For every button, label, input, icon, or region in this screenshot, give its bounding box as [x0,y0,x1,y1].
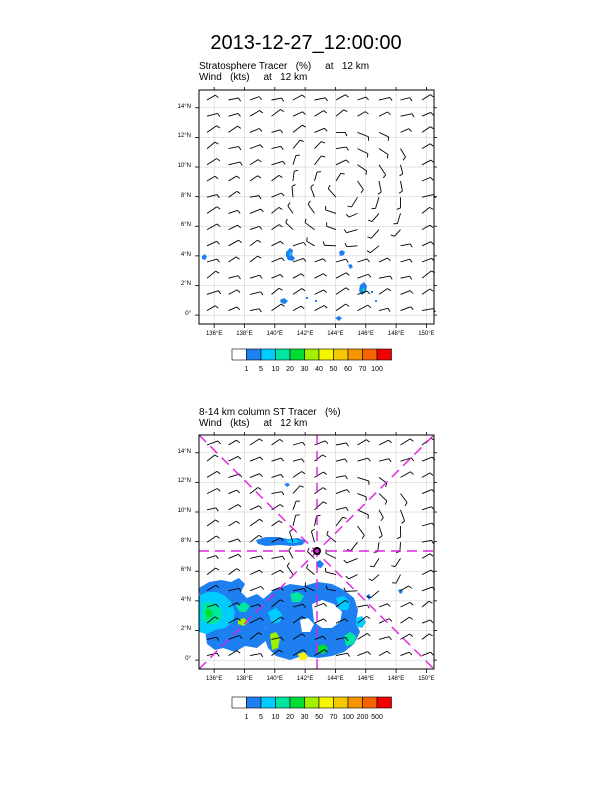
x-tick-label: 144°E [327,331,344,337]
y-tick-label: 14°N [177,103,191,110]
x-tick-label: 140°E [266,676,283,682]
colorbar-swatch [261,349,276,360]
y-tick-label: 0° [185,311,191,318]
y-tick-label: 8°N [180,537,191,544]
colorbar-swatch [319,349,334,360]
y-tick-label: 4°N [180,596,191,603]
colorbar-swatch [232,349,247,360]
y-tick-label: 12°N [177,133,191,140]
x-tick-label: 148°E [387,331,405,337]
colorbar-label: 1 [244,714,249,721]
colorbar-label: 20 [286,714,294,721]
colorbar-label: 100 [371,366,383,373]
colorbar-label: 100 [342,714,354,721]
colorbar-label: 40 [315,366,323,373]
colorbar-label: 30 [300,366,309,373]
x-tick-label: 140°E [266,331,283,337]
colorbar-swatch [261,697,276,708]
colorbar-swatch [290,697,305,708]
y-tick-label: 10°N [177,163,191,169]
colorbar-swatch [305,349,320,360]
x-tick-label: 136°E [205,676,223,682]
panel2-map [195,432,437,673]
page-title: 2013-12-27_12:00:00 [210,32,402,54]
colorbar-label: 20 [286,366,294,373]
colorbar-label: 10 [271,714,280,721]
y-tick-label: 10°N [177,508,191,514]
colorbar-label: 1 [244,366,249,373]
colorbar-label: 70 [329,714,338,721]
colorbar-swatch [247,697,262,708]
colorbar-swatch [232,697,247,708]
x-tick-label: 148°E [387,676,405,682]
colorbar-swatch [334,697,349,708]
colorbar-swatch [334,349,349,360]
colorbar-swatch [377,697,392,708]
x-tick-label: 150°E [418,331,435,337]
panel1-map [195,87,437,328]
x-tick-label: 146°E [357,331,374,337]
colorbar-label: 5 [259,714,263,721]
colorbar-swatch [363,349,378,360]
colorbar-label: 5 [259,366,263,373]
colorbar-swatch [377,349,392,360]
y-tick-label: 2°N [180,281,191,288]
colorbar-swatch [348,697,363,708]
colorbar-label: 30 [300,714,309,721]
panel2-subtitle: Wind (kts) at 12 km [199,418,308,429]
panel2-colorbar [232,697,392,708]
x-tick-label: 146°E [357,676,374,682]
y-tick-label: 6°N [180,222,191,229]
colorbar-label: 70 [358,366,367,373]
y-tick-label: 0° [185,656,191,663]
y-tick-label: 8°N [180,192,191,199]
x-tick-label: 138°E [236,676,253,682]
colorbar-swatch [319,697,334,708]
x-tick-label: 142°E [296,331,314,337]
y-tick-label: 14°N [177,448,191,455]
x-tick-label: 136°E [205,331,223,337]
panel2-title: 8-14 km column ST Tracer (%) [199,407,341,418]
colorbar-swatch [276,349,291,360]
colorbar-label: 200 [356,714,369,721]
colorbar-swatch [290,349,305,360]
colorbar-swatch [247,349,262,360]
panel1-title: Stratosphere Tracer (%) at 12 km [199,61,370,72]
colorbar-label: 60 [344,366,352,373]
colorbar-label: 50 [329,366,338,373]
y-tick-label: 2°N [180,626,191,633]
colorbar-swatch [363,697,378,708]
colorbar-label: 50 [315,714,323,721]
colorbar-swatch [305,697,320,708]
x-tick-label: 150°E [418,676,435,682]
y-tick-label: 12°N [177,478,191,485]
y-tick-label: 6°N [180,567,191,574]
panel1-colorbar [232,349,392,360]
y-tick-label: 4°N [180,251,191,258]
colorbar-swatch [348,349,363,360]
colorbar-label: 10 [271,366,280,373]
colorbar-swatch [276,697,291,708]
colorbar-label: 500 [371,714,383,721]
panel1-subtitle: Wind (kts) at 12 km [199,72,308,83]
x-tick-label: 138°E [236,331,253,337]
x-tick-label: 142°E [296,676,314,682]
x-tick-label: 144°E [327,676,344,682]
